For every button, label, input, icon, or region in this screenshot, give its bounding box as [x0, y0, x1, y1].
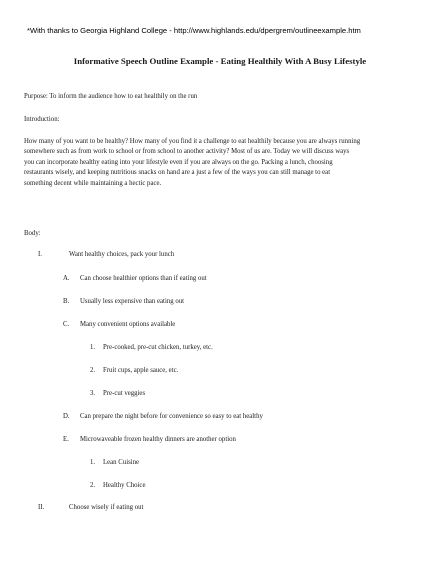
introduction-line: How many of you want to be healthy? How many of you find it a challenge to eat healthily because you are always running: [24, 138, 361, 145]
outline-item: Pre-cut veggies: [103, 390, 146, 397]
introduction-line: something decent while maintaining a hectic pace.: [24, 179, 162, 187]
outline-item: Healthy Choice: [103, 482, 146, 489]
outline-item: Fruit cups, apple sauce, etc.: [103, 367, 179, 374]
outline-item: Usually less expensive than eating out: [80, 298, 185, 305]
outline-item: Want healthy choices, pack your lunch: [69, 251, 175, 258]
outline-marker: 2.: [90, 367, 96, 374]
introduction-heading: Introduction:: [24, 116, 60, 123]
outline-item: Can choose healthier options than if eating out: [80, 275, 207, 282]
introduction-line: somewhere such as from work to school or from school to another activity? Most of us are. Today we will discuss ways: [24, 148, 350, 156]
introduction-line: you can incorporate healthy eating into your lifestyle even if you are always on the go. Packing a lunch, choosing: [24, 158, 333, 166]
purpose-line: Purpose: To inform the audience how to eat healthily on the run: [24, 93, 198, 100]
outline-item: Microwaveable frozen healthy dinners are another option: [80, 436, 236, 443]
outline-marker: 1.: [90, 459, 96, 466]
outline-marker: 3.: [90, 390, 96, 397]
body-heading: Body:: [24, 230, 41, 237]
introduction-line: restaurants wisely, and keeping nutritious snacks on hand are a just a few of the ways you can still manage to eat: [24, 169, 331, 177]
outline-marker: D.: [63, 413, 70, 420]
introduction-paragraph: [24, 137, 424, 189]
credit-line: *With thanks to Georgia Highland College - http://www.highlands.edu/dpergrem/outlineexample.htm: [27, 26, 361, 35]
outline-marker: E.: [63, 436, 69, 443]
outline-marker: C.: [63, 321, 70, 328]
outline-item: Pre-cooked, pre-cut chicken, turkey, etc.: [103, 344, 213, 351]
outline-marker: B.: [63, 298, 70, 305]
outline-marker: I.: [38, 251, 42, 258]
document-title: Informative Speech Outline Example - Eating Healthily With A Busy Lifestyle: [73, 56, 367, 66]
outline-item: Can prepare the night before for convenience so easy to eat healthy: [80, 413, 263, 420]
outline-item: Many convenient options available: [80, 321, 176, 328]
outline-item: Choose wisely if eating out: [69, 504, 144, 511]
outline-marker: 1.: [90, 344, 96, 351]
outline-marker: II.: [38, 504, 45, 511]
outline-item: Lean Cuisine: [103, 459, 140, 466]
outline-marker: A.: [63, 275, 70, 282]
outline-marker: 2.: [90, 482, 96, 489]
